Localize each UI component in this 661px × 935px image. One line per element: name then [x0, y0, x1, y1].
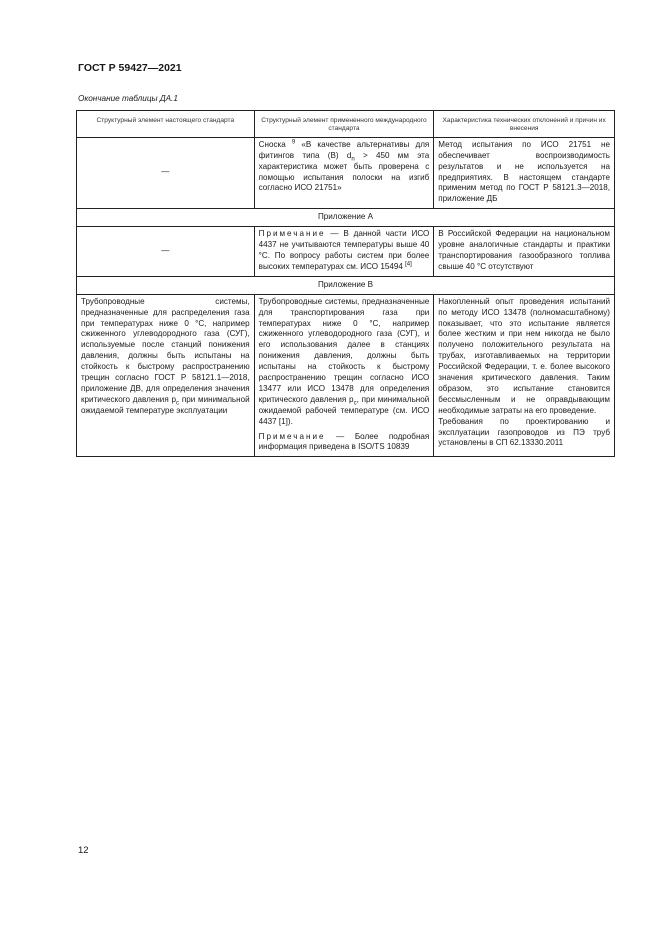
- deviation-table: [76, 110, 615, 457]
- cell-text: Сноска: [258, 139, 292, 149]
- table-header-cell: Структурный элемент настоящего стандарта: [77, 111, 255, 138]
- subscript: c: [353, 400, 357, 407]
- cell-text: Трубопроводные системы, предназначенные для транспортирования газа при температурах ниже 0 °С, например сжиженного углеводородного газа (СУГ), и его использования далее в станциях понижения давления, должны быть испытаны на стойкость к быстрому распространению трещин согласно ИСО 13477 или ИСО 13478 для определения критического давления p: [258, 296, 430, 404]
- table-caption: Окончание таблицы ДА.1: [78, 94, 178, 103]
- note-label: Примечание: [258, 431, 326, 441]
- table-row: [77, 294, 615, 457]
- section-title: Приложение В: [77, 276, 615, 294]
- table-cell: [254, 294, 434, 457]
- cell-text: — В данной части ИСО 4437 не учитываются температуры выше 40 °С. По вопросу работы систем при более высоких температурах см. ИСО 15494: [258, 229, 430, 271]
- subscript: n: [351, 156, 355, 163]
- reference-mark: [4]: [405, 261, 412, 268]
- subscript: c: [176, 400, 180, 407]
- cell-text: , при минимальной ожидаемой рабочей температуре (см. ИСО 4437 [1]).: [258, 394, 430, 426]
- document-code: ГОСТ Р 59427—2021: [78, 62, 182, 74]
- note-label: Примечание: [258, 229, 326, 239]
- table-cell: [434, 294, 615, 457]
- cell-text: Трубопроводные системы, предназначенные для распределения газа при температурах ниже 0 °С, например сжиженного углеводородного газа (СУГ), используемые после станций понижения давления, должны быть испытаны на стойкость к быстрому распространению трещин согласно ГОСТ Р 58121.1—2018, приложение ДВ, для определения значения критического давления p: [81, 296, 250, 404]
- table-cell: [254, 137, 434, 208]
- section-title: Приложение А: [77, 209, 615, 227]
- cell-paragraph: Накопленный опыт проведения испытаний по методу ИСО 13478 (полномасштабному) показывает, что это испытание является более жестким и при нем никогда не было получено положительного результата на трубах, изготавливаемых на территории Российской Федерации, т. е. более высокого значения критического давления. Таким образом, это испытание становится бессмысленным и не оправдывающим необходимые затраты на его проведение.: [438, 296, 610, 415]
- table-row: [77, 137, 615, 208]
- footnote-ref: 9: [291, 139, 296, 146]
- table-cell: [77, 294, 255, 457]
- table-cell: В Российской Федерации на национальном уровне аналогичные стандарты и практики транспортирования газообразного топлива свыше 40 °С отсутствуют: [434, 227, 615, 277]
- section-row: [77, 209, 615, 227]
- table-cell: —: [77, 137, 255, 208]
- section-row: [77, 276, 615, 294]
- cell-paragraph: [259, 297, 430, 428]
- page-number: 12: [78, 845, 89, 856]
- table-header-cell: Структурный элемент примененного международного стандарта: [254, 111, 434, 138]
- table-cell: Метод испытания по ИСО 21751 не обеспечивает воспроизводимость результатов и не используется на предприятиях. В настоящем стандарте применим метод по ГОСТ Р 58121.3—2018, приложение ДБ: [434, 137, 615, 208]
- cell-text: при минимальной ожидаемой температуре эксплуатации: [81, 394, 250, 415]
- table-cell: [254, 227, 434, 277]
- cell-paragraph: Требования по проектированию и эксплуатации газопроводов из ПЭ труб установлены в СП 62.13330.2011: [438, 416, 610, 448]
- table-cell: —: [77, 227, 255, 277]
- table-row: [77, 227, 615, 277]
- cell-text: > 450 мм эта характеристика может быть проверена с помощью испытания полоски на изгиб согласно ИСО 21751»: [258, 150, 430, 193]
- cell-text: — Более подробная информация приведена в ISO/TS 10839: [258, 431, 430, 452]
- table-header-row: [77, 111, 615, 138]
- cell-text: «В качестве альтернативы для фитингов типа (В) d: [258, 139, 430, 160]
- table-header-cell: Характеристика технических отклонений и причин их внесения: [434, 111, 615, 138]
- cell-note: [259, 432, 430, 454]
